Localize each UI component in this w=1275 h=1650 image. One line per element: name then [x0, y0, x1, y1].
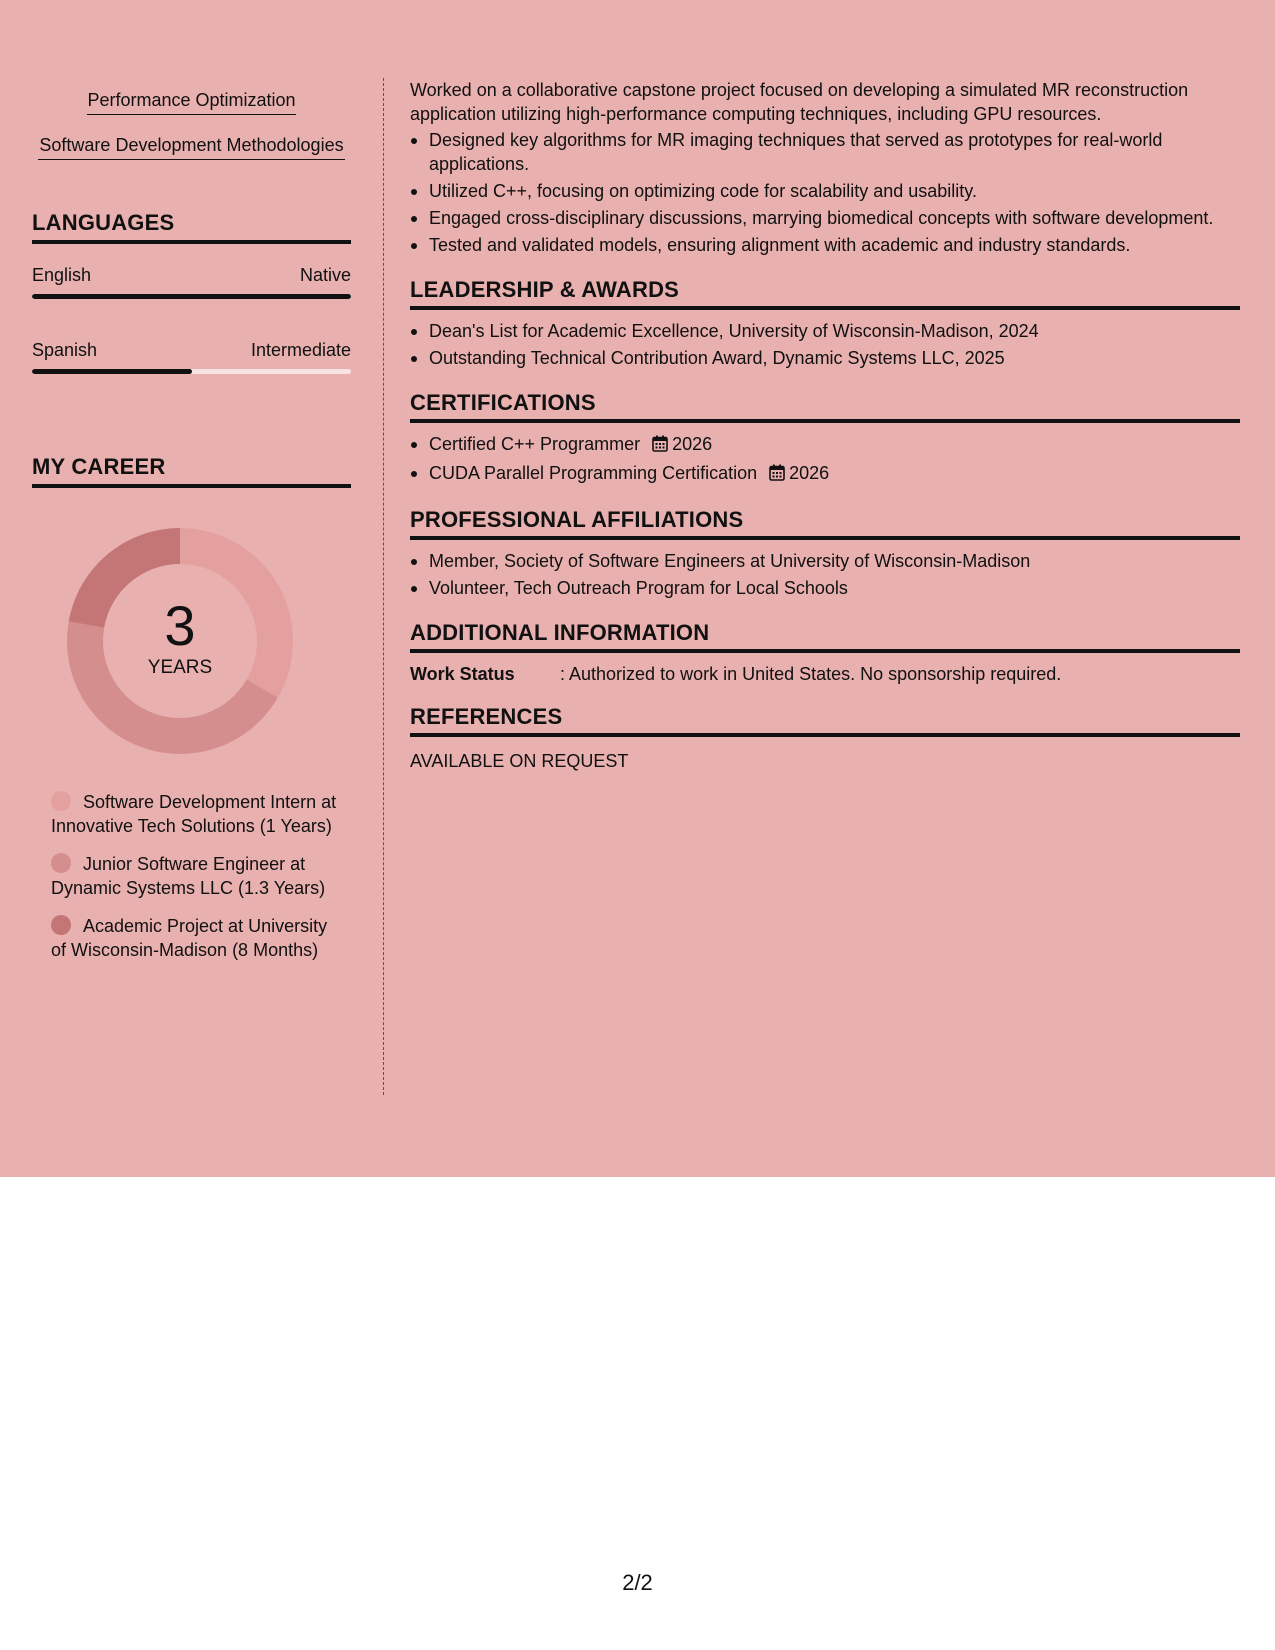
references-heading: REFERENCES	[410, 704, 1240, 737]
certification-name: CUDA Parallel Programming Certification	[429, 463, 758, 483]
language-name: English	[32, 265, 92, 285]
career-legend-item	[51, 914, 341, 962]
affiliations-list	[410, 549, 1240, 600]
list-item: Utilized C++, focusing on optimizing code for scalability and usability.	[410, 179, 1240, 203]
project-bullets	[410, 128, 1240, 257]
languages-heading: LANGUAGES	[32, 210, 351, 244]
work-status-label: Work Status	[410, 664, 515, 684]
language-item	[32, 264, 351, 299]
work-status-value: : Authorized to work in United States. No sponsorship required.	[560, 664, 1062, 684]
certification-item	[410, 461, 1240, 487]
career-legend	[51, 790, 341, 962]
career-legend-label: Junior Software Engineer at Dynamic Systems LLC (1.3 Years)	[51, 854, 326, 898]
list-item: Tested and validated models, ensuring alignment with academic and industry standards.	[410, 233, 1240, 257]
career-legend-item	[51, 852, 341, 900]
column-divider	[383, 78, 384, 1095]
career-legend-label: Software Development Intern at Innovative Tech Solutions (1 Years)	[51, 792, 337, 836]
list-item: Dean's List for Academic Excellence, University of Wisconsin-Madison, 2024	[410, 319, 1240, 343]
legend-dot-icon	[51, 915, 71, 935]
career-legend-item	[51, 790, 341, 838]
language-proficiency-fill	[32, 369, 192, 374]
language-item	[32, 339, 351, 374]
list-item: Volunteer, Tech Outreach Program for Local Schools	[410, 576, 1240, 600]
list-item: Outstanding Technical Contribution Award, Dynamic Systems LLC, 2025	[410, 346, 1240, 370]
sidebar	[32, 78, 351, 976]
career-total-value: 3	[164, 594, 196, 657]
leadership-list	[410, 319, 1240, 370]
list-item: Designed key algorithms for MR imaging techniques that served as prototypes for real-world applications.	[410, 128, 1240, 176]
certification-name: Certified C++ Programmer	[429, 434, 641, 454]
language-level: Intermediate	[250, 340, 351, 360]
project-description: Worked on a collaborative capstone project focused on developing a simulated MR reconstruction application utilizing high-performance computing techniques, including GPU resources.	[410, 80, 1189, 124]
certifications-heading: CERTIFICATIONS	[410, 390, 1240, 423]
language-proficiency-bar	[32, 369, 351, 374]
leadership-heading: LEADERSHIP & AWARDS	[410, 277, 1240, 310]
certification-year: 2026	[789, 463, 830, 483]
calendar-icon	[652, 434, 668, 458]
skill-item	[32, 88, 351, 115]
certification-item	[410, 432, 1240, 458]
legend-dot-icon	[51, 791, 71, 811]
career-legend-label: Academic Project at University of Wisconsin-Madison (8 Months)	[51, 916, 328, 960]
language-proficiency-bar	[32, 294, 351, 299]
skill-item: Software Development Methodologies	[38, 133, 345, 160]
main-content	[410, 78, 1240, 773]
language-proficiency-fill	[32, 294, 351, 299]
language-level: Native	[299, 265, 351, 285]
career-heading: MY CAREER	[32, 454, 351, 488]
calendar-icon	[769, 463, 785, 487]
work-status-row	[410, 662, 1240, 686]
references-text: AVAILABLE ON REQUEST	[410, 751, 629, 771]
skill-label: Performance Optimization	[87, 88, 295, 115]
certification-year: 2026	[672, 434, 713, 454]
career-total-unit: YEARS	[147, 657, 213, 678]
additional-info-heading: ADDITIONAL INFORMATION	[410, 620, 1240, 653]
list-item: Member, Society of Software Engineers at University of Wisconsin-Madison	[410, 549, 1240, 573]
career-donut-chart	[65, 526, 295, 756]
certifications-list	[410, 432, 1240, 487]
language-name: Spanish	[32, 340, 98, 360]
page-number: 2/2	[622, 1570, 653, 1595]
affiliations-heading: PROFESSIONAL AFFILIATIONS	[410, 507, 1240, 540]
legend-dot-icon	[51, 853, 71, 873]
list-item: Engaged cross-disciplinary discussions, marrying biomedical concepts with software development.	[410, 206, 1240, 230]
